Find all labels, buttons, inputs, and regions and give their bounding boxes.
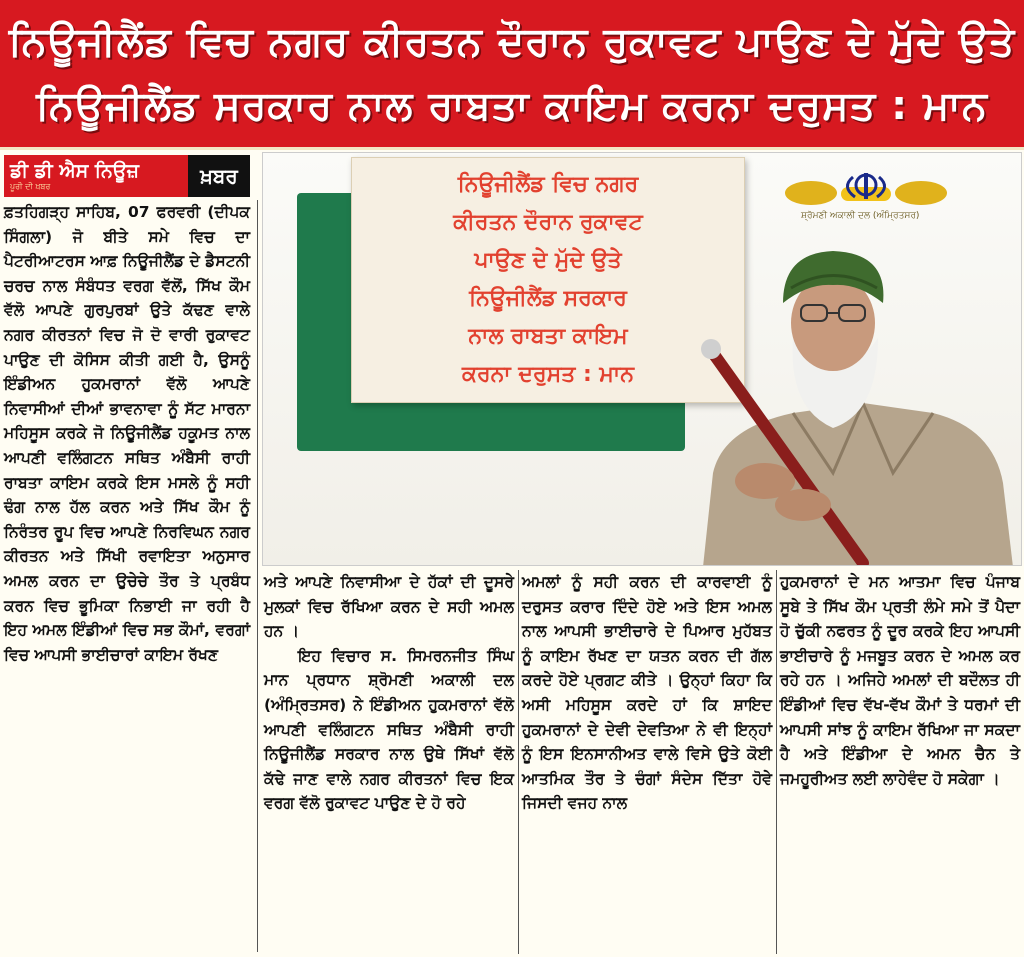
card-line: ਕਰਨਾ ਦਰੁਸਤ : ਮਾਨ	[462, 362, 634, 387]
column-divider	[518, 570, 519, 954]
section-label: ਖ਼ਬਰ	[188, 155, 250, 197]
article-column-3	[522, 570, 772, 954]
card-line: ਨਾਲ ਰਾਬਤਾ ਕਾਇਮ	[468, 324, 628, 349]
brand-logo	[4, 155, 188, 197]
card-line: ਪਾਉਣ ਦੇ ਮੁੱਦੇ ਉਤੇ	[474, 248, 622, 273]
article-column-1	[4, 200, 250, 952]
portrait-figure	[683, 243, 1022, 566]
news-photo	[262, 152, 1022, 566]
column-divider	[257, 200, 258, 952]
card-line: ਨਿਊਜੀਲੈਂਡ ਵਿਚ ਨਗਰ	[457, 172, 639, 197]
logo-text: ਸ਼੍ਰੋਮਣੀ ਅਕਾਲੀ ਦਲ (ਅੰਮ੍ਰਿਤਸਰ)	[801, 211, 920, 221]
party-logo	[771, 171, 961, 227]
card-line: ਨਿਊਜੀਲੈਂਡ ਸਰਕਾਰ	[469, 286, 627, 311]
article-paragraph: ਅਤੇ ਆਪਣੇ ਨਿਵਾਸੀਆ ਦੇ ਹੱਕਾਂ ਦੀ ਦੂਸਰੇ ਮੁਲਕਾਂ ਵਿਚ ਰੱਖਿਆ ਕਰਨ ਦੇ ਸਹੀ ਅਮਲ ਹਨ ।	[264, 573, 514, 641]
article-paragraph: ਹੁਕਮਰਾਨਾਂ ਦੇ ਮਨ ਆਤਮਾ ਵਿਚ ਪੰਜਾਬ ਸੂਬੇ ਤੇ ਸਿੱਖ ਕੌਮ ਪ੍ਰਤੀ ਲੰਮੇ ਸਮੇ ਤੋਂ ਪੈਦਾ ਹੋ ਚੁੱਕੀ ਨਫਰਤ ਨੂੰ ਦੂਰ ਕਰਕੇ ਇਹ ਆਪਸੀ ਭਾਈਚਾਰੇ ਨੂੰ ਮਜਬੂਤ ਕਰਨ ਦੇ ਅਮਲ ਕਰ ਰਹੇ ਹਨ । ਅਜਿਹੇ ਅਮਲਾਂ ਦੀ ਬਦੌਲਤ ਹੀ ਇੰਡੀਆਂ ਵਿਚ ਵੱਖ-ਵੱਖ ਕੌਮਾਂ ਤੇ ਧਰਮਾਂ ਦੀ ਆਪਸੀ ਸਾਂਝ ਨੂੰ ਕਾਇਮ ਰੱਖਿਆ ਜਾ ਸਕਦਾ ਹੈ ਅਤੇ ਇੰਡੀਆ ਦੇ ਅਮਨ ਚੈਨ ਤੇ ਜਮਹੂਰੀਅਤ ਲਈ ਲਾਹੇਵੰਦ ਹੋ ਸਕੇਗਾ ।	[780, 573, 1020, 788]
headline-banner	[0, 0, 1024, 150]
card-line: ਕੀਰਤਨ ਦੌਰਾਨ ਰੁਕਾਵਟ	[453, 210, 643, 235]
headline-line-1: ਨਿਊਜੀਲੈਂਡ ਵਿਚ ਨਗਰ ਕੀਰਤਨ ਦੌਰਾਨ ਰੁਕਾਵਟ ਪਾਉਣ ਦੇ ਮੁੱਦੇ ਉਤੇ	[8, 18, 1016, 65]
headline-line-2: ਨਿਊਜੀਲੈਂਡ ਸਰਕਾਰ ਨਾਲ ਰਾਬਤਾ ਕਾਇਮ ਕਰਨਾ ਦਰੁਸਤ : ਮਾਨ	[36, 82, 988, 129]
brand-tagline: ਪੂਰੀ ਦੀ ਖ਼ਬਰ	[10, 182, 51, 191]
column-divider	[776, 570, 777, 954]
brand-masthead	[4, 155, 250, 197]
article-column-2	[264, 570, 514, 954]
article-column-4	[780, 570, 1020, 954]
brand-name: ਡੀ ਡੀ ਐਸ ਨਿਊਜ਼	[10, 160, 140, 182]
khanda-emblem-icon	[771, 171, 961, 211]
article-paragraph: ਫ਼ਤਹਿਗੜ੍ਹ ਸਾਹਿਬ, 07 ਫਰਵਰੀ (ਦੀਪਕ ਸਿੰਗਲਾ) ਜੋ ਬੀਤੇ ਸਮੇ ਵਿਚ ਦਾ ਪੈਟਰੀਆਟਰਸ ਆਫ਼ ਨਿਊਜੀਲੈਂਡ ਦੇ ਡੈਸਟਨੀ ਚਰਚ ਨਾਲ ਸੰਬੰਧਤ ਵਰਗ ਵੱਲੋਂ, ਸਿੱਖ ਕੌਮ ਵੱਲੋ ਆਪਣੇ ਗੁਰਪੁਰਬਾਂ ਉਤੇ ਕੱਢਣ ਵਾਲੇ ਨਗਰ ਕੀਰਤਨਾਂ ਵਿਚ ਜੋ ਦੋ ਵਾਰੀ ਰੁਕਾਵਟ ਪਾਉਣ ਦੀ ਕੋਸਿਸ ਕੀਤੀ ਗਈ ਹੈ, ਉਸਨੂੰ ਇੰਡੀਅਨ ਹੁਕਮਰਾਨਾਂ ਵੱਲੋ ਆਪਣੇ ਨਿਵਾਸੀਆਂ ਦੀਆਂ ਭਾਵਨਾਵਾ ਨੂੰ ਸੱਟ ਮਾਰਨਾ ਮਹਿਸੂਸ ਕਰਕੇ ਜੋ ਨਿਊਜੀਲੈਂਡ ਹਕੂਮਤ ਨਾਲ ਆਪਣੀ ਵਲਿੰਗਟਨ ਸਥਿਤ ਅੰਬੈਸੀ ਰਾਹੀ ਰਾਬਤਾ ਕਾਇਮ ਕਰਕੇ ਇਸ ਮਸਲੇ ਨੂੰ ਸਹੀ ਢੰਗ ਨਾਲ ਹੱਲ ਕਰਨ ਅਤੇ ਸਿੱਖ ਕੌਮ ਨੂੰ ਨਿਰੰਤਰ ਰੂਪ ਵਿਚ ਆਪਣੇ ਨਿਰਵਿਘਨ ਨਗਰ ਕੀਰਤਨ ਅਤੇ ਸਿੱਖੀ ਰਵਾਇਤਾ ਅਨੁਸਾਰ ਅਮਲ ਕਰਨ ਦਾ ਉਚੇਚੇ ਤੌਰ ਤੇ ਪ੍ਰਬੰਧ ਕਰਨ ਵਿਚ ਭੂਮਿਕਾ ਨਿਭਾਈ ਜਾ ਰਹੀ ਹੈ ਇਹ ਅਮਲ ਇੰਡੀਆਂ ਵਿਚ ਸਭ ਕੌਮਾਂ, ਵਰਗਾਂ ਵਿਚ ਆਪਸੀ ਭਾਈਚਾਰਾਂ ਕਾਇਮ ਰੱਖਣ	[4, 203, 250, 664]
article-paragraph: ਇਹ ਵਿਚਾਰ ਸ. ਸਿਮਰਨਜੀਤ ਸਿੰਘ ਮਾਨ ਪ੍ਰਧਾਨ ਸ਼੍ਰੋਮਣੀ ਅਕਾਲੀ ਦਲ (ਅੰਮ੍ਰਿਤਸਰ) ਨੇ ਇੰਡੀਅਨ ਹੁਕਮਰਾਨਾਂ ਵੱਲੋ ਆਪਣੀ ਵਲਿੰਗਟਨ ਸਥਿਤ ਅੰਬੈਸੀ ਰਾਹੀ ਨਿਊਜੀਲੈਂਡ ਸਰਕਾਰ ਨਾਲ ਉਥੇ ਸਿੱਖਾਂ ਵੱਲੋ ਕੱਢੇ ਜਾਣ ਵਾਲੇ ਨਗਰ ਕੀਰਤਨਾਂ ਵਿਚ ਇਕ ਵਰਗ ਵੱਲੋ ਰੁਕਾਵਟ ਪਾਉਣ ਦੇ ਹੋ ਰਹੇ	[264, 646, 514, 813]
article-paragraph: ਅਮਲਾਂ ਨੂੰ ਸਹੀ ਕਰਨ ਦੀ ਕਾਰਵਾਈ ਨੂੰ ਦਰੁਸਤ ਕਰਾਰ ਦਿੰਦੇ ਹੋਏ ਅਤੇ ਇਸ ਅਮਲ ਨਾਲ ਆਪਸੀ ਭਾਈਚਾਰੇ ਦੇ ਪਿਆਰ ਮੁਹੱਬਤ ਨੂੰ ਕਾਇਮ ਰੱਖਣ ਦਾ ਯਤਨ ਕਰਨ ਦੀ ਗੱਲ ਕਰਦੇ ਹੋਏ ਪ੍ਰਗਟ ਕੀਤੇ । ਉਨ੍ਹਾਂ ਕਿਹਾ ਕਿ ਅਸੀ ਮਹਿਸੂਸ ਕਰਦੇ ਹਾਂ ਕਿ ਸ਼ਾਇਦ ਹੁਕਮਰਾਨਾਂ ਦੇ ਦੇਵੀ ਦੇਵਤਿਆ ਨੇ ਵੀ ਇਨ੍ਹਾਂ ਨੂੰ ਇਸ ਇਨਸਾਨੀਅਤ ਵਾਲੇ ਵਿਸੇ ਉਤੇ ਕੋਈ ਆਤਮਿਕ ਤੌਰ ਤੇ ਚੰਗਾਂ ਸੰਦੇਸ ਦਿੱਤਾ ਹੋਵੇ ਜਿਸਦੀ ਵਜਹ ਨਾਲ	[522, 573, 772, 813]
